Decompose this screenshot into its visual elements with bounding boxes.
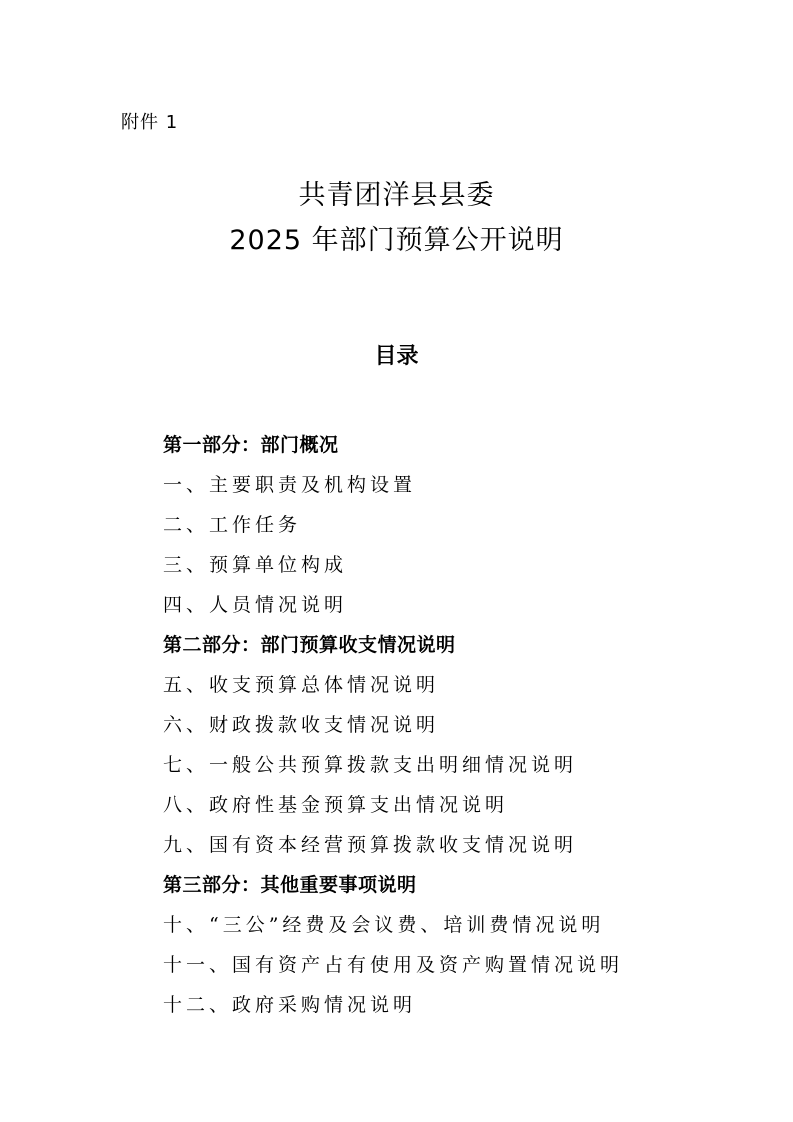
toc-heading: 目录 — [374, 344, 419, 369]
toc-item-3: 三、预算单位构成 — [163, 554, 348, 576]
toc-item-6: 六、财政拨款收支情况说明 — [163, 714, 440, 736]
toc-item-1: 一、主要职责及机构设置 — [163, 474, 417, 496]
toc-part-3: 第三部分：其他重要事项说明 — [163, 874, 417, 896]
attachment-label: 附件 1 — [121, 112, 179, 133]
toc-item-10: 十、“三公”经费及会议费、培训费情况说明 — [163, 914, 605, 936]
document-title-line-2: 2025 年部门预算公开说明 — [229, 225, 564, 256]
toc-part-1: 第一部分：部门概况 — [163, 434, 339, 456]
toc-item-2: 二、工作任务 — [163, 514, 302, 536]
toc-item-7: 七、一般公共预算拨款支出明细情况说明 — [163, 754, 578, 776]
toc-part-2: 第二部分：部门预算收支情况说明 — [163, 634, 456, 656]
toc-item-11: 十一、国有资产占有使用及资产购置情况说明 — [163, 954, 624, 976]
toc-item-4: 四、人员情况说明 — [163, 594, 348, 616]
document-title-line-1: 共青团洋县县委 — [298, 180, 495, 211]
toc-item-9: 九、国有资本经营预算拨款收支情况说明 — [163, 834, 578, 856]
toc-item-8: 八、政府性基金预算支出情况说明 — [163, 794, 509, 816]
toc-item-12: 十二、政府采购情况说明 — [163, 994, 417, 1016]
table-of-contents — [163, 425, 623, 1025]
toc-item-5: 五、收支预算总体情况说明 — [163, 674, 440, 696]
